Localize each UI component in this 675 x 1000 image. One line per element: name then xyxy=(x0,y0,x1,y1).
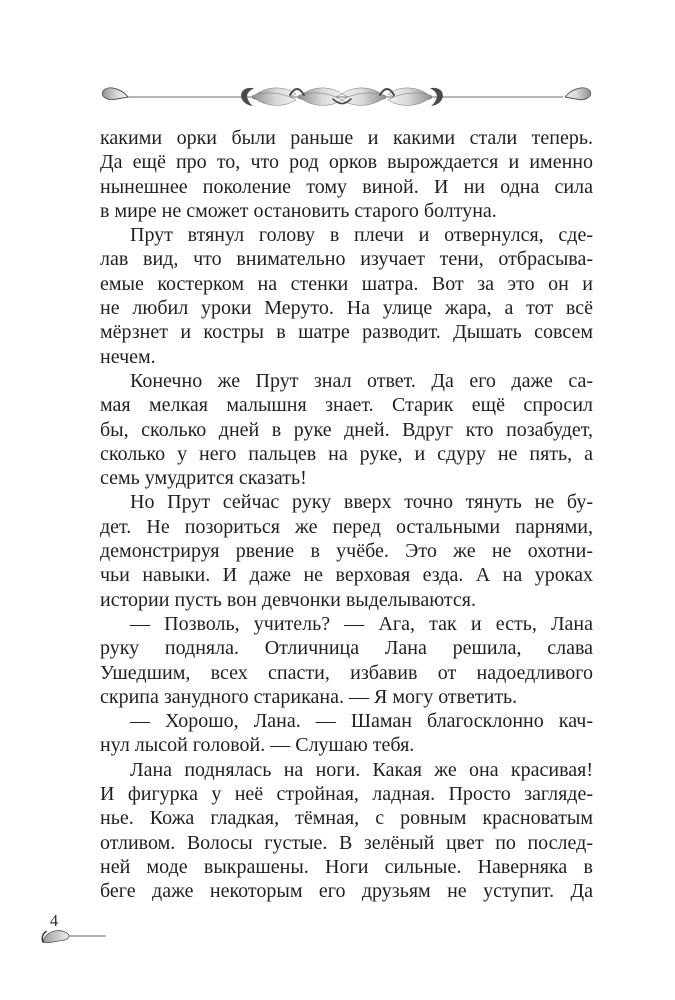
text-line: сколько у него пальцев на руке, и сдуру не пять, а xyxy=(100,442,593,465)
text-line: Но Прут сейчас руку вверх точно тянуть не бу- xyxy=(130,491,593,514)
text-line: чьи навыки. И даже не верховая езда. А на уроках xyxy=(100,564,593,587)
text-line: мая мелкая малышня знает. Старик ещё спросил xyxy=(100,394,593,417)
text-line: емые костерком на стенки шатра. Вот за это он и xyxy=(100,272,593,295)
text-line: лав вид, что внимательно изучает тени, отбрасыва- xyxy=(100,248,593,271)
paragraph xyxy=(100,490,593,611)
left-end-curl-icon xyxy=(102,88,128,100)
text-line: нечем. xyxy=(100,345,156,368)
paragraph xyxy=(100,126,593,223)
text-line: бы, сколько дней в руке дней. Вдруг кто позабудет, xyxy=(100,418,593,441)
text-line: семь умудрится сказать! xyxy=(100,467,307,490)
paragraph xyxy=(100,223,593,369)
page-number: 4 xyxy=(49,911,59,930)
text-line: — Позволь, учитель? — Ага, так и есть, Лана xyxy=(130,612,593,635)
text-line: какими орки были раньше и какими стали теперь. xyxy=(100,127,593,149)
paragraph xyxy=(100,369,593,490)
text-line: истории пусть вон девчонки выделываются. xyxy=(100,588,476,611)
text-line: мёрзнет и костры в шатре разводит. Дышать совсем xyxy=(100,321,593,344)
text-line: нье. Кожа гладкая, тёмная, с ровным красноватым xyxy=(100,807,593,830)
text-line: Ушедшим, всех спасти, избавив от надоедливого xyxy=(100,661,593,684)
text-line: отливом. Волосы густые. В зелёный цвет по послед- xyxy=(100,831,593,854)
text-line: ней моде выкрашены. Ноги сильные. Наверняка в xyxy=(100,855,593,878)
text-line: демонстрируя рвение в учёбе. Это же не охотни- xyxy=(100,540,593,563)
text-block xyxy=(100,126,593,904)
text-line: Лана поднялась на ноги. Какая же она красивая! xyxy=(130,758,593,781)
text-line: Конечно же Прут знал ответ. Да его даже са- xyxy=(130,369,593,392)
text-line: скрипа занудного старикана. — Я могу ответить. xyxy=(100,685,518,708)
paragraph xyxy=(100,758,593,904)
paragraph xyxy=(100,709,593,758)
text-line: дет. Не позориться же перед остальными парнями, xyxy=(100,515,593,538)
text-line: Да ещё про то, что род орков вырождается и именно xyxy=(100,151,593,174)
text-line: Прут втянул голову в плечи и отвернулся, сде- xyxy=(130,224,593,247)
right-end-curl-icon xyxy=(565,88,591,100)
footer-flourish-ornament xyxy=(36,925,120,953)
top-divider-ornament xyxy=(0,78,675,118)
text-line: в мире не сможет остановить старого болтуна. xyxy=(100,199,497,222)
paragraph xyxy=(100,612,593,709)
text-line: нынешнее поколение тому виной. И ни одна сила xyxy=(100,175,593,198)
text-line: И фигурка у неё стройная, ладная. Просто загляде- xyxy=(100,783,593,806)
text-line: беге даже некоторым его друзьям не уступит. Да xyxy=(100,880,593,903)
text-line: — Хорошо, Лана. — Шаман благосклонно кач- xyxy=(130,710,593,733)
flourish-curl-icon xyxy=(43,931,69,943)
text-line: не любил уроки Меруто. На улице жара, а тот всё xyxy=(100,297,593,320)
text-line: нул лысой головой. — Слушаю тебя. xyxy=(100,734,415,757)
text-line: руку подняла. Отличница Лана решила, слава xyxy=(100,637,593,660)
